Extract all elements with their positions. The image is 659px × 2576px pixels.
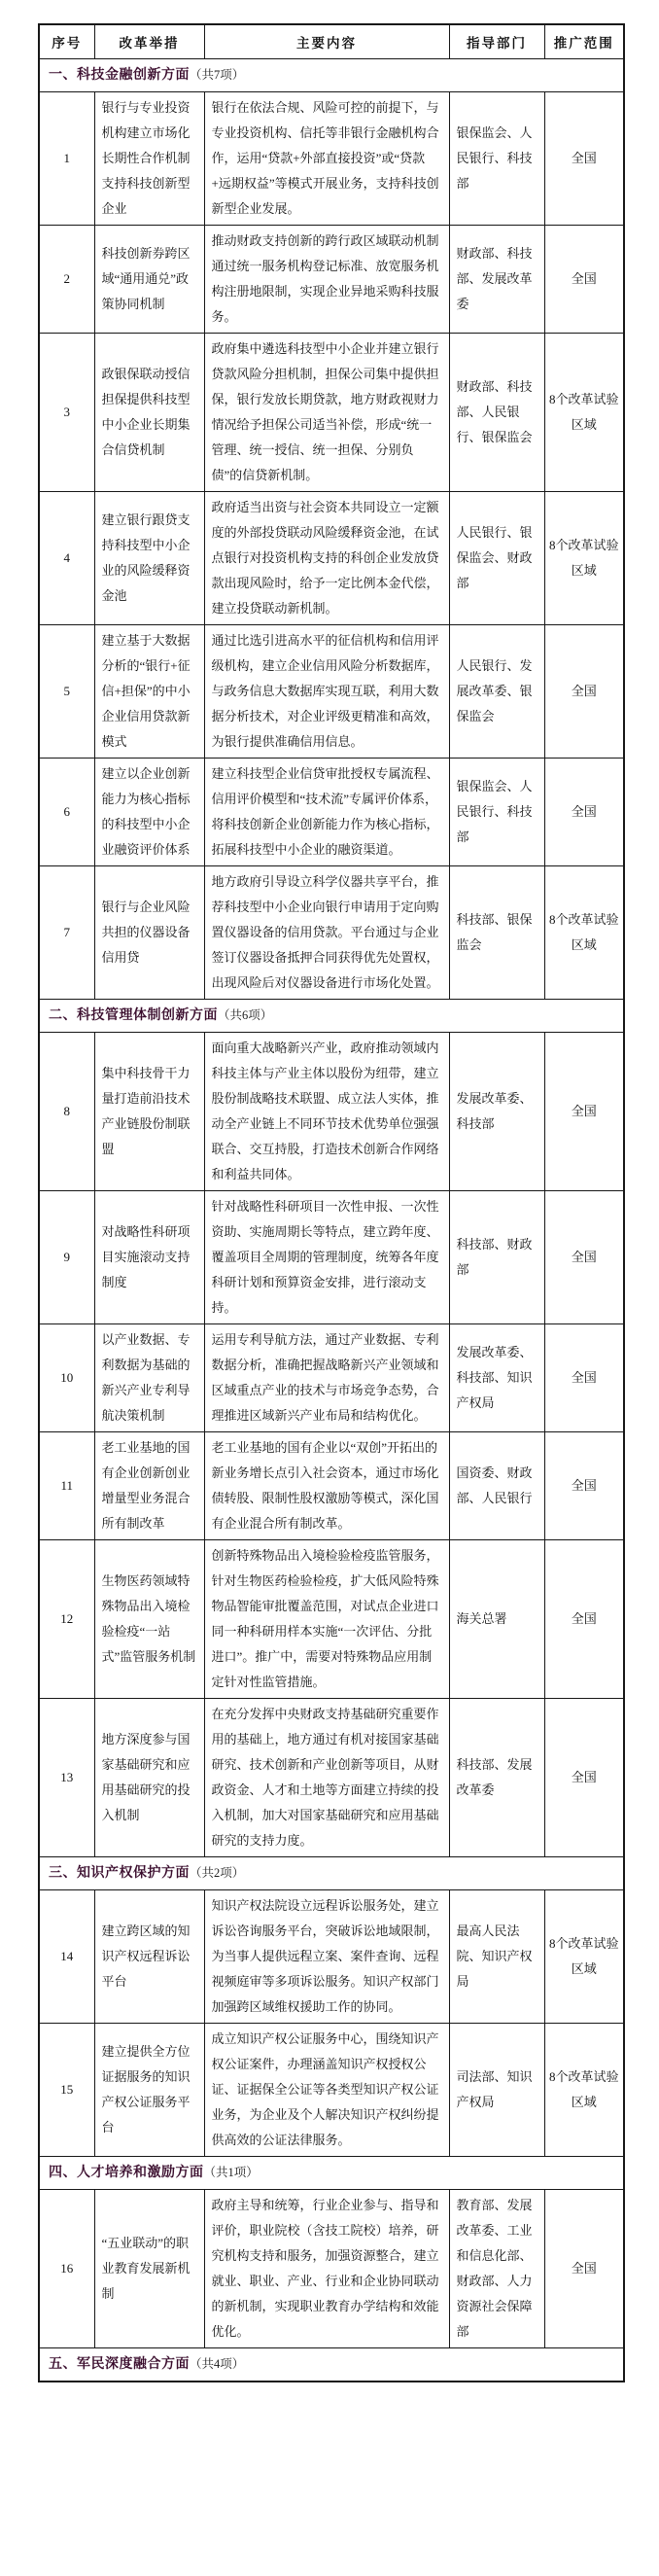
- column-header-dept: 指导部门: [449, 24, 544, 59]
- promotion-scope-cell: 全国: [544, 1033, 624, 1191]
- promotion-scope-cell: 8个改革试验区域: [544, 2024, 624, 2157]
- table-row: [39, 866, 624, 1000]
- section-title: 一、科技金融创新方面: [49, 68, 190, 83]
- promotion-scope-cell: 全国: [544, 1699, 624, 1857]
- table-row: [39, 1432, 624, 1540]
- section-item-count: （共2项）: [190, 1866, 245, 1880]
- promotion-scope-cell: 全国: [544, 92, 624, 226]
- document-page: [0, 23, 659, 2576]
- guiding-dept-cell: 银保监会、人民银行、科技部: [449, 92, 544, 226]
- reform-measure-cell: 老工业基地的国有企业创新创业增量型业务混合所有制改革: [94, 1432, 204, 1540]
- row-number-cell: 14: [39, 1890, 94, 2024]
- row-number-cell: 8: [39, 1033, 94, 1191]
- row-number-cell: 15: [39, 2024, 94, 2157]
- main-content-cell: 政府适当出资与社会资本共同设立一定额度的外部投贷联动风险缓释资金池，在试点银行对投资机构支持的科创企业发放贷款出现风险时，给予一定比例本金代偿，建立投贷联动新机制。: [204, 492, 449, 625]
- reform-measure-cell: 生物医药领域特殊物品出入境检验检疫“一站式”监管服务机制: [94, 1540, 204, 1699]
- table-row: [39, 92, 624, 226]
- section-item-count: （共1项）: [203, 2166, 259, 2179]
- promotion-scope-cell: 全国: [544, 1540, 624, 1699]
- column-header-content: 主要内容: [204, 24, 449, 59]
- main-content-cell: 建立科技型企业信贷审批授权专属流程、信用评价模型和“技术流”专属评价体系，将科技创新企业创新能力作为核心指标，拓展科技型中小企业的融资渠道。: [204, 759, 449, 866]
- promotion-scope-cell: 全国: [544, 625, 624, 759]
- promotion-scope-cell: 8个改革试验区域: [544, 492, 624, 625]
- reform-measure-cell: 建立银行跟贷支持科技型中小企业的风险缓释资金池: [94, 492, 204, 625]
- row-number-cell: 1: [39, 92, 94, 226]
- main-content-cell: 在充分发挥中央财政支持基础研究重要作用的基础上，地方通过有机对接国家基础研究、技术创新和产业创新等项目，从财政资金、人才和土地等方面建立持续的投入机制，加大对国家基础研究和应用基础研究的支持力度。: [204, 1699, 449, 1857]
- guiding-dept-cell: 教育部、发展改革委、工业和信息化部、财政部、人力资源社会保障部: [449, 2190, 544, 2348]
- guiding-dept-cell: 科技部、发展改革委: [449, 1699, 544, 1857]
- table-row: [39, 1699, 624, 1857]
- section-item-count: （共7项）: [190, 68, 245, 82]
- guiding-dept-cell: 国资委、财政部、人民银行: [449, 1432, 544, 1540]
- guiding-dept-cell: 科技部、财政部: [449, 1191, 544, 1324]
- guiding-dept-cell: 科技部、银保监会: [449, 866, 544, 1000]
- main-content-cell: 面向重大战略新兴产业，政府推动领域内科技主体与产业主体以股份为纽带，建立股份制战略技术联盟、成立法人实体，推动全产业链上不同环节技术优势单位强强联合、交互持股，打造技术创新合作网络和利益共同体。: [204, 1033, 449, 1191]
- main-content-cell: 地方政府引导设立科学仪器共享平台，推荐科技型中小企业向银行申请用于定向购置仪器设备的信用贷款。平台通过与企业签订仪器设备抵押合同获得优先处置权，出现风险后对仪器设备进行市场化处置。: [204, 866, 449, 1000]
- main-content-cell: 成立知识产权公证服务中心，围绕知识产权公证案件，办理涵盖知识产权授权公证、证据保全公证等各类型知识产权公证业务，为企业及个人解决知识产权纠纷提供高效的公证法律服务。: [204, 2024, 449, 2157]
- reform-measure-cell: 科技创新券跨区域“通用通兑”政策协同机制: [94, 226, 204, 334]
- promotion-scope-cell: 全国: [544, 1432, 624, 1540]
- reform-measure-cell: “五业联动”的职业教育发展新机制: [94, 2190, 204, 2348]
- row-number-cell: 13: [39, 1699, 94, 1857]
- guiding-dept-cell: 财政部、科技部、人民银行、银保监会: [449, 334, 544, 492]
- guiding-dept-cell: 银保监会、人民银行、科技部: [449, 759, 544, 866]
- row-number-cell: 9: [39, 1191, 94, 1324]
- section-header-cell: [39, 2348, 624, 2382]
- section-header-row: [39, 1000, 624, 1033]
- guiding-dept-cell: 司法部、知识产权局: [449, 2024, 544, 2157]
- row-number-cell: 10: [39, 1324, 94, 1432]
- main-content-cell: 政府集中遴选科技型中小企业并建立银行贷款风险分担机制，担保公司集中提供担保，银行发放长期贷款，地方财政视财力情况给予担保公司适当补偿，形成“统一管理、统一授信、统一担保、分别负债”的信贷新机制。: [204, 334, 449, 492]
- promotion-scope-cell: 全国: [544, 759, 624, 866]
- table-row: [39, 1540, 624, 1699]
- reform-measure-cell: 银行与专业投资机构建立市场化长期性合作机制支持科技创新型企业: [94, 92, 204, 226]
- main-content-cell: 政府主导和统筹，行业企业参与、指导和评价，职业院校（含技工院校）培养，研究机构支持和服务，加强资源整合，建立就业、职业、产业、行业和企业协同联动的新机制，实现职业教育办学结构和效能优化。: [204, 2190, 449, 2348]
- main-content-cell: 老工业基地的国有企业以“双创”开拓出的新业务增长点引入社会资本，通过市场化债转股、限制性股权激励等模式，深化国有企业混合所有制改革。: [204, 1432, 449, 1540]
- section-title: 三、知识产权保护方面: [49, 1866, 190, 1881]
- reform-measure-cell: 建立基于大数据分析的“银行+征信+担保”的中小企业信用贷款新模式: [94, 625, 204, 759]
- promotion-scope-cell: 全国: [544, 226, 624, 334]
- section-header-cell: [39, 2157, 624, 2190]
- main-content-cell: 银行在依法合规、风险可控的前提下，与专业投资机构、信托等非银行金融机构合作，运用“贷款+外部直接投资”或“贷款+远期权益”等模式开展业务，支持科技创新型企业发展。: [204, 92, 449, 226]
- table-row: [39, 1191, 624, 1324]
- reform-measure-cell: 银行与企业风险共担的仪器设备信用贷: [94, 866, 204, 1000]
- row-number-cell: 12: [39, 1540, 94, 1699]
- row-number-cell: 16: [39, 2190, 94, 2348]
- table-row: [39, 2190, 624, 2348]
- guiding-dept-cell: 财政部、科技部、发展改革委: [449, 226, 544, 334]
- row-number-cell: 2: [39, 226, 94, 334]
- section-header-row: [39, 2157, 624, 2190]
- table-row: [39, 1890, 624, 2024]
- row-number-cell: 3: [39, 334, 94, 492]
- section-item-count: （共6项）: [218, 1008, 273, 1022]
- reform-measure-cell: 建立跨区域的知识产权远程诉讼平台: [94, 1890, 204, 2024]
- table-row: [39, 226, 624, 334]
- section-header-cell: [39, 1000, 624, 1033]
- reform-measures-table: [38, 23, 625, 2382]
- main-content-cell: 知识产权法院设立远程诉讼服务处，建立诉讼咨询服务平台，突破诉讼地域限制，为当事人提供远程立案、案件查询、远程视频庭审等多项诉讼服务。知识产权部门加强跨区域维权援助工作的协同。: [204, 1890, 449, 2024]
- reform-measure-cell: 以产业数据、专利数据为基础的新兴产业专利导航决策机制: [94, 1324, 204, 1432]
- row-number-cell: 6: [39, 759, 94, 866]
- reform-measure-cell: 对战略性科研项目实施滚动支持制度: [94, 1191, 204, 1324]
- promotion-scope-cell: 8个改革试验区域: [544, 1890, 624, 2024]
- guiding-dept-cell: 人民银行、银保监会、财政部: [449, 492, 544, 625]
- reform-measure-cell: 集中科技骨干力量打造前沿技术产业链股份制联盟: [94, 1033, 204, 1191]
- main-content-cell: 运用专利导航方法，通过产业数据、专利数据分析，准确把握战略新兴产业领域和区域重点产业的技术与市场竞争态势，合理推进区域新兴产业布局和结构优化。: [204, 1324, 449, 1432]
- table-row: [39, 492, 624, 625]
- table-row: [39, 2024, 624, 2157]
- column-header-measure: 改革举措: [94, 24, 204, 59]
- reform-measure-cell: 建立以企业创新能力为核心指标的科技型中小企业融资评价体系: [94, 759, 204, 866]
- guiding-dept-cell: 海关总署: [449, 1540, 544, 1699]
- row-number-cell: 7: [39, 866, 94, 1000]
- column-header-number: 序号: [39, 24, 94, 59]
- reform-measure-cell: 政银保联动授信担保提供科技型中小企业长期集合信贷机制: [94, 334, 204, 492]
- table-row: [39, 1324, 624, 1432]
- main-content-cell: 针对战略性科研项目一次性申报、一次性资助、实施周期长等特点，建立跨年度、覆盖项目全周期的管理制度，统筹各年度科研计划和预算资金安排，进行滚动支持。: [204, 1191, 449, 1324]
- section-header-cell: [39, 1857, 624, 1890]
- column-header-scope: 推广范围: [544, 24, 624, 59]
- section-header-cell: [39, 59, 624, 92]
- row-number-cell: 11: [39, 1432, 94, 1540]
- promotion-scope-cell: 全国: [544, 1191, 624, 1324]
- main-content-cell: 创新特殊物品出入境检验检疫监管服务，针对生物医药检验检疫，扩大低风险特殊物品智能审批覆盖范围，对试点企业进口同一种科研用样本实施“一次评估、分批进口”。推广中，需要对特殊物品应用制定针对性监管措施。: [204, 1540, 449, 1699]
- section-header-row: [39, 1857, 624, 1890]
- promotion-scope-cell: 全国: [544, 2190, 624, 2348]
- row-number-cell: 4: [39, 492, 94, 625]
- reform-measure-cell: 建立提供全方位证据服务的知识产权公证服务平台: [94, 2024, 204, 2157]
- guiding-dept-cell: 人民银行、发展改革委、银保监会: [449, 625, 544, 759]
- promotion-scope-cell: 8个改革试验区域: [544, 866, 624, 1000]
- table-body: [39, 59, 624, 2382]
- promotion-scope-cell: 8个改革试验区域: [544, 334, 624, 492]
- table-row: [39, 1033, 624, 1191]
- main-content-cell: 推动财政支持创新的跨行政区域联动机制通过统一服务机构登记标准、放宽服务机构注册地限制，实现企业异地采购科技服务。: [204, 226, 449, 334]
- promotion-scope-cell: 全国: [544, 1324, 624, 1432]
- section-header-row: [39, 59, 624, 92]
- table-row: [39, 625, 624, 759]
- section-title: 四、人才培养和激励方面: [49, 2166, 204, 2180]
- guiding-dept-cell: 发展改革委、科技部、知识产权局: [449, 1324, 544, 1432]
- table-row: [39, 334, 624, 492]
- section-title: 二、科技管理体制创新方面: [49, 1008, 218, 1023]
- section-title: 五、军民深度融合方面: [49, 2357, 190, 2372]
- reform-measure-cell: 地方深度参与国家基础研究和应用基础研究的投入机制: [94, 1699, 204, 1857]
- table-row: [39, 759, 624, 866]
- guiding-dept-cell: 发展改革委、科技部: [449, 1033, 544, 1191]
- row-number-cell: 5: [39, 625, 94, 759]
- table-header-row: [39, 24, 624, 59]
- main-content-cell: 通过比选引进高水平的征信机构和信用评级机构，建立企业信用风险分析数据库，与政务信息大数据库实现互联，利用大数据分析技术，对企业评级更精准和高效，为银行提供准确信用信息。: [204, 625, 449, 759]
- guiding-dept-cell: 最高人民法院、知识产权局: [449, 1890, 544, 2024]
- section-item-count: （共4项）: [190, 2357, 245, 2371]
- section-header-row: [39, 2348, 624, 2382]
